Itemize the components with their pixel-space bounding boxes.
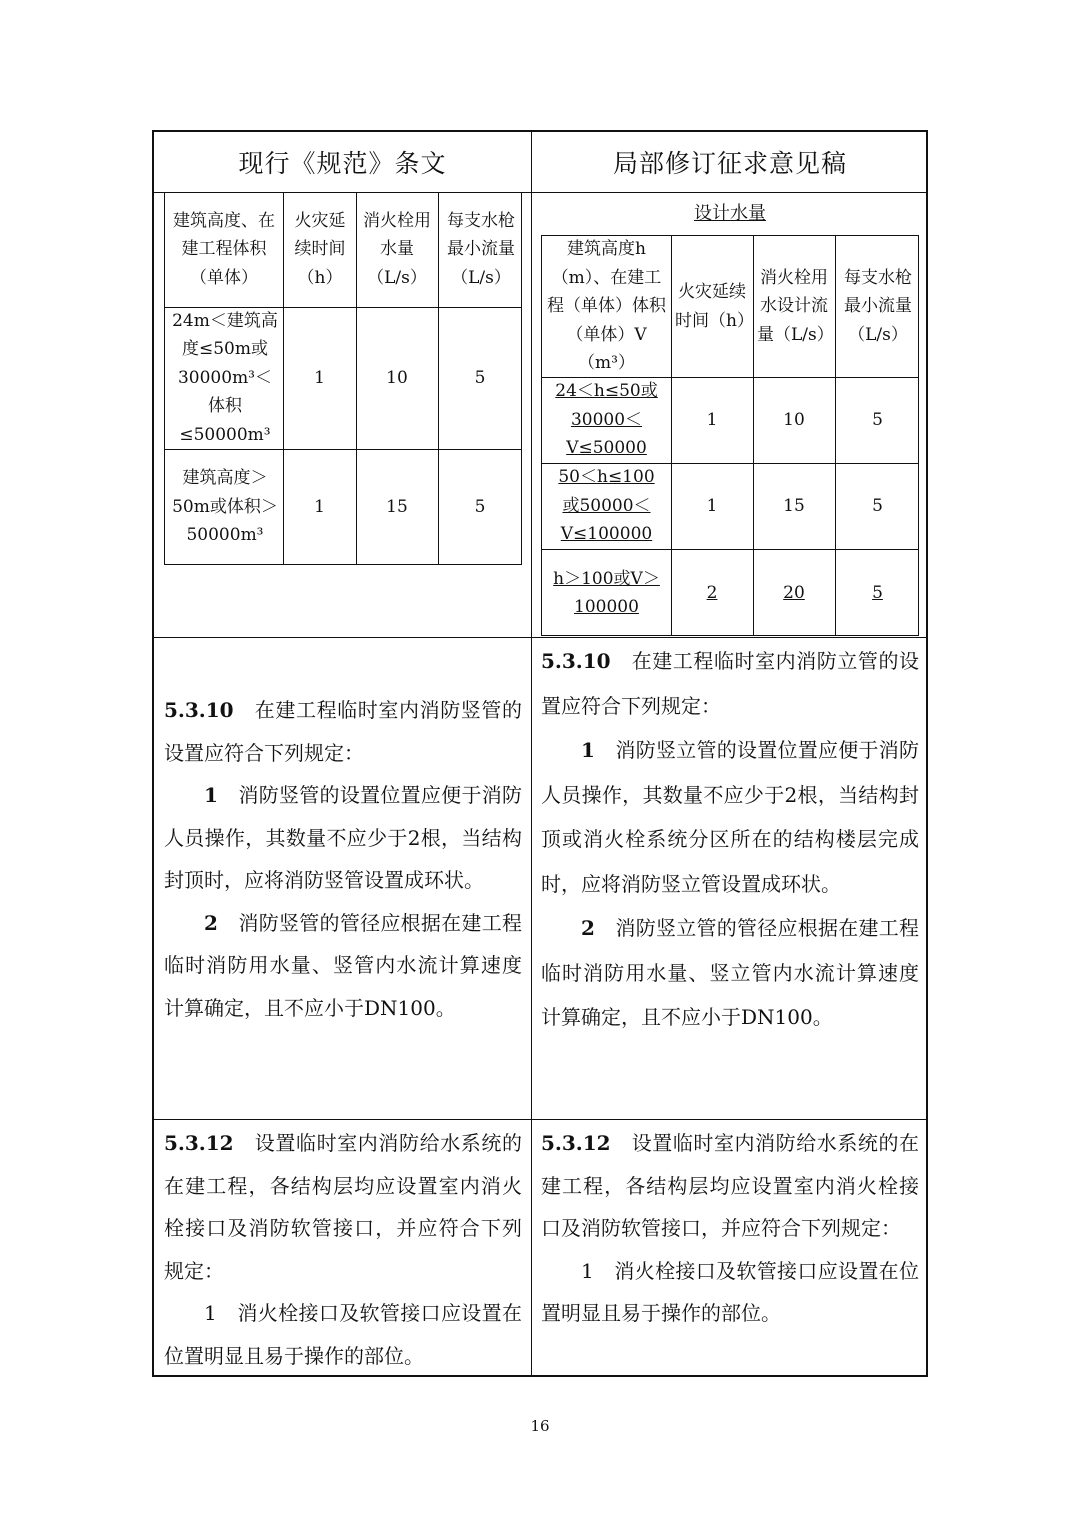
table-cell: 建筑高度＞50m或体积＞50000m³ [172, 468, 278, 546]
table-cell: 1 [706, 495, 718, 516]
right-table-caption: 设计水量 [694, 202, 766, 224]
page-number: 16 [530, 1417, 550, 1435]
table-cell: 5 [474, 496, 486, 517]
item-text: 消火栓接口及软管接口应设置在位置明显且易于操作的部位。 [164, 1301, 523, 1368]
column-divider [531, 132, 532, 1375]
table-cell: 5 [474, 367, 486, 388]
right-col-header: 每支水枪最小流量（L/s） [844, 267, 912, 345]
table-cell: h＞100或V＞100000 [553, 568, 660, 617]
table-cell: 1 [314, 367, 325, 388]
left-col-header: 消火栓用水量（L/s） [363, 210, 431, 288]
table-cell: 1 [706, 409, 718, 430]
right-water-table [541, 235, 919, 636]
table-cell: 15 [783, 495, 805, 516]
item-text: 消防竖立管的管径应根据在建工程临时消防用水量、竖立管内水流计算速度计算确定，且不应小于DN100。 [541, 916, 920, 1029]
clause-number: 5.3.10 [541, 649, 611, 673]
right-clause-5-3-10 [541, 639, 919, 1040]
table-cell: 10 [386, 367, 408, 388]
comparison-table [152, 130, 928, 1377]
table-cell: 1 [314, 496, 325, 517]
row-divider [154, 637, 926, 638]
left-col-header: 火灾延续时间（h） [294, 210, 346, 288]
table-cell: 5 [872, 582, 883, 603]
row-divider [154, 1119, 926, 1120]
clause-title: 在建工程临时室内消防立管的设置应符合下列规定： [541, 649, 920, 718]
table-cell: 15 [386, 496, 408, 517]
table-cell: 24＜h≤50或30000＜V≤50000 [555, 381, 658, 459]
clause-number: 5.3.10 [164, 698, 234, 722]
clause-title: 设置临时室内消防给水系统的在建工程，各结构层均应设置室内消火栓接口及消防软管接口，并应符合下列规定： [164, 1131, 523, 1283]
left-col-header: 每支水枪最小流量（L/s） [447, 210, 515, 288]
table-cell: 2 [706, 582, 718, 603]
item-number: 1 [204, 783, 218, 807]
item-text: 消火栓接口及软管接口应设置在位置明显且易于操作的部位。 [541, 1258, 920, 1325]
table-cell: 10 [783, 409, 805, 430]
item-number: 2 [581, 916, 595, 940]
left-col-header: 建筑高度、在建工程体积（单体） [173, 210, 275, 288]
item-text: 消防竖立管的设置位置应便于消防人员操作，其数量不应少于2根，当结构封顶或消火栓系统分区所在的结构楼层完成时，应将消防竖立管设置成环状。 [541, 738, 920, 896]
item-number: 2 [204, 910, 218, 935]
clause-title: 在建工程临时室内消防竖管的设置应符合下列规定： [164, 698, 523, 765]
clause-title: 设置临时室内消防给水系统的在建工程，各结构层均应设置室内消火栓接口及消防软管接口，并应符合下列规定： [541, 1131, 920, 1240]
left-clause-5-3-12 [164, 1122, 522, 1377]
item-number: 1 [581, 738, 595, 762]
item-number: 1 [581, 1258, 594, 1283]
header-current-code: 现行《规范》条文 [238, 149, 447, 178]
table-cell: 5 [872, 409, 883, 430]
right-col-header: 消火栓用水设计流量（L/s） [757, 267, 834, 345]
item-number: 1 [204, 1301, 217, 1325]
item-text: 消防竖管的管径应根据在建工程临时消防用水量、竖管内水流计算速度计算确定，且不应小于DN100。 [164, 910, 523, 1020]
left-clause-5-3-10 [164, 689, 522, 1029]
right-clause-5-3-12 [541, 1122, 919, 1335]
table-cell: 20 [783, 582, 805, 603]
clause-number: 5.3.12 [164, 1131, 234, 1155]
table-cell: 50＜h≤100或50000＜V≤100000 [558, 467, 655, 545]
left-water-table [164, 192, 522, 565]
right-col-header: 火灾延续时间（h） [675, 282, 754, 331]
clause-number: 5.3.12 [541, 1131, 611, 1155]
table-cell: 5 [872, 495, 883, 516]
right-col-header: 建筑高度h（m）、在建工程（单体）体积（单体）V（m³） [547, 239, 666, 374]
table-cell: 24m＜建筑高度≤50m或30000m³＜体积≤50000m³ [172, 310, 278, 445]
header-revision-draft: 局部修订征求意见稿 [612, 149, 847, 178]
item-text: 消防竖管的设置位置应便于消防人员操作，其数量不应少于2根，当结构封顶时，应将消防竖管设置成环状。 [164, 783, 523, 892]
